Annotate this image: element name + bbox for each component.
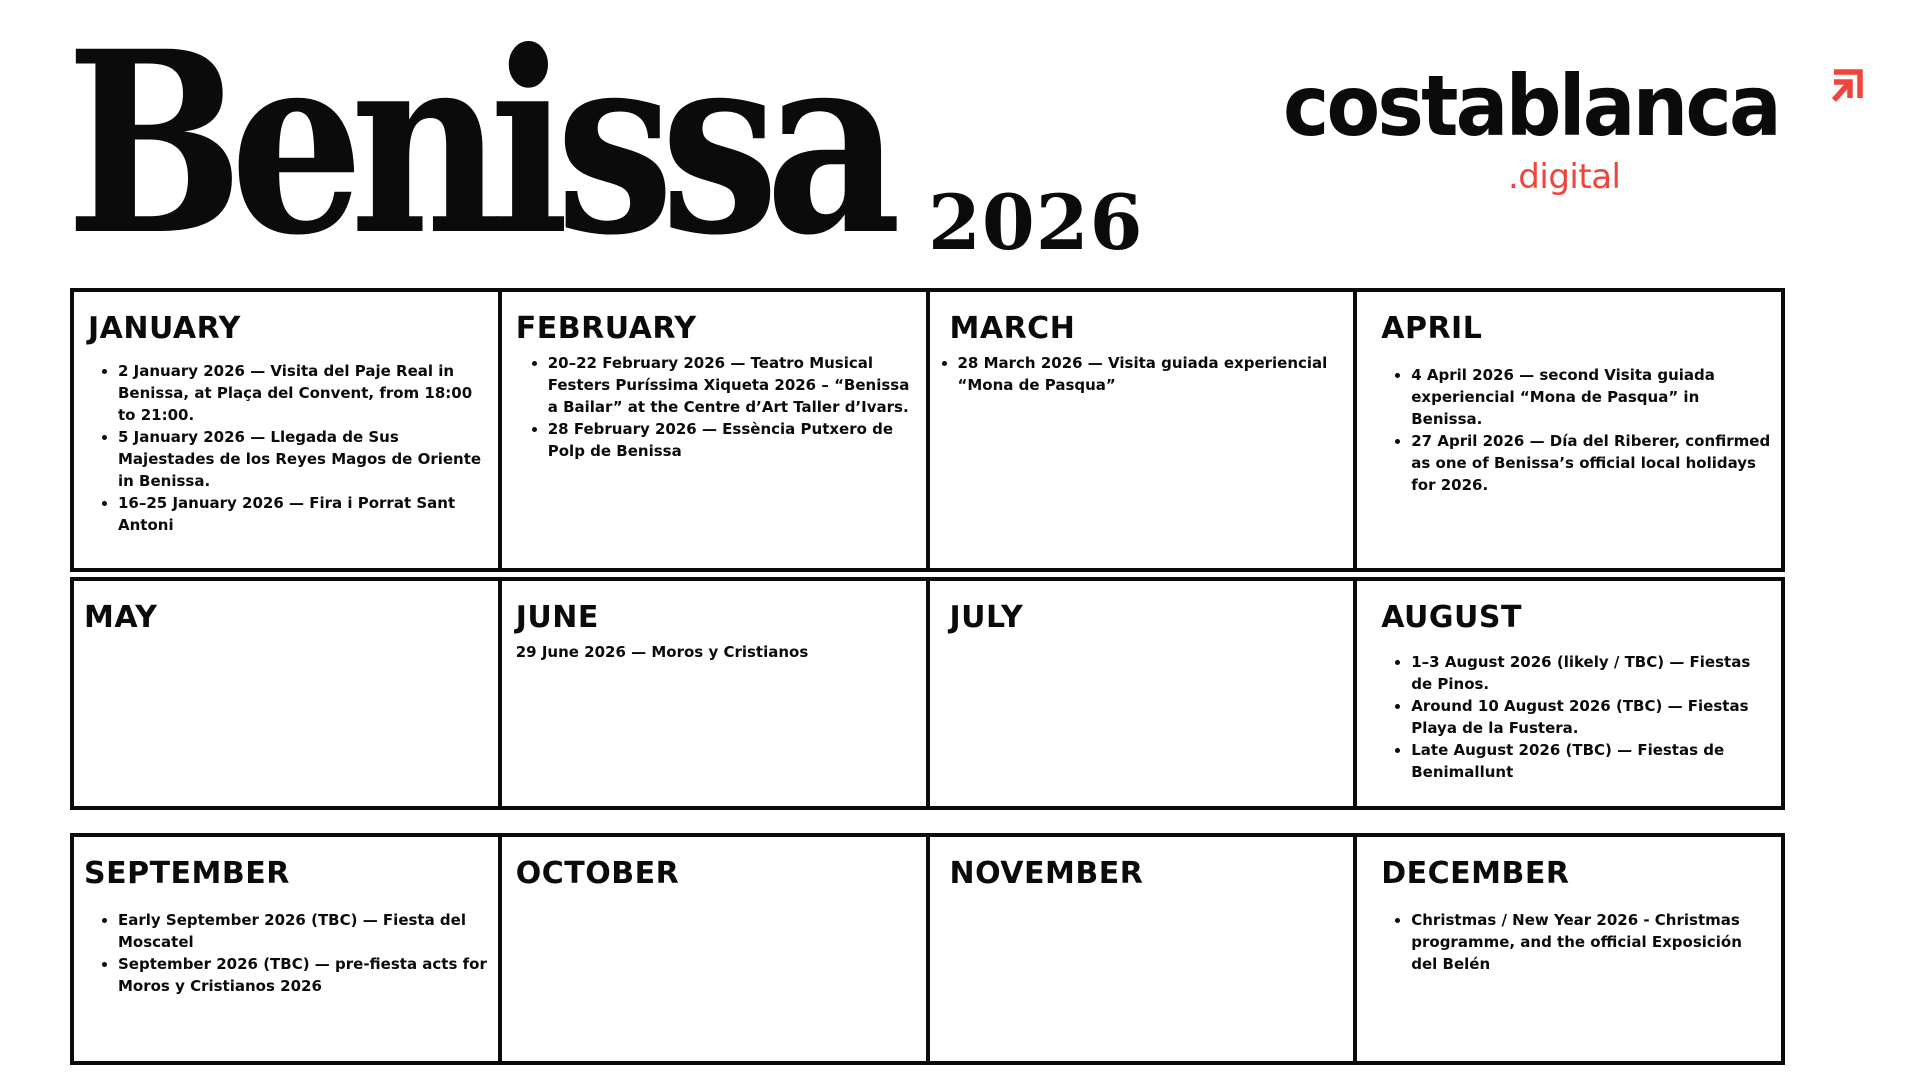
calendar-row-1 bbox=[70, 288, 1785, 572]
event-item: • 27 April 2026 — Día del Riberer, confirmed as one of Benissa’s official local holidays for 2026. bbox=[1411, 430, 1771, 496]
month-cell-may bbox=[74, 581, 498, 806]
event-item: • Late August 2026 (TBC) — Fiestas de Benimallunt bbox=[1411, 739, 1771, 783]
month-title: JANUARY bbox=[88, 311, 241, 346]
arrow-up-right-icon bbox=[1830, 68, 1864, 106]
month-title: JUNE bbox=[515, 600, 599, 635]
event-item: • Around 10 August 2026 (TBC) — Fiestas Playa de la Fustera. bbox=[1411, 695, 1771, 739]
event-list bbox=[932, 352, 1352, 396]
month-title: APRIL bbox=[1381, 311, 1483, 346]
event-item: • 16–25 January 2026 — Fira i Porrat Sant Antoni bbox=[118, 492, 488, 536]
month-cell-october bbox=[498, 837, 926, 1061]
month-cell-february bbox=[498, 292, 926, 568]
event-item: • 2 January 2026 — Visita del Paje Real in Benissa, at Plaça del Convent, from 18:00 to 21:00. bbox=[118, 360, 488, 426]
event-list bbox=[88, 909, 488, 997]
month-title: MARCH bbox=[949, 311, 1076, 346]
month-cell-december bbox=[1353, 837, 1781, 1061]
page-title: Benissa bbox=[66, 0, 889, 290]
event-list bbox=[1381, 909, 1771, 975]
event-list bbox=[516, 352, 916, 462]
event-item: • 1–3 August 2026 (likely / TBC) — Fiestas de Pinos. bbox=[1411, 651, 1771, 695]
month-cell-september bbox=[74, 837, 498, 1061]
event-list bbox=[1381, 364, 1771, 496]
event-item: • 28 February 2026 — Essència Putxero de Polp de Benissa bbox=[548, 418, 916, 462]
month-cell-march bbox=[926, 292, 1354, 568]
event-list bbox=[1381, 651, 1771, 783]
month-cell-july bbox=[926, 581, 1354, 806]
event-item: • 5 January 2026 — Llegada de Sus Majestades de los Reyes Magos de Oriente in Benissa. bbox=[118, 426, 488, 492]
calendar-row-3 bbox=[70, 833, 1785, 1065]
month-cell-june bbox=[498, 581, 926, 806]
event-item: • Christmas / New Year 2026 - Christmas programme, and the official Exposición del Belén bbox=[1411, 909, 1771, 975]
month-title: DECEMBER bbox=[1381, 856, 1570, 891]
logo-wordmark: costablanca bbox=[1283, 57, 1779, 155]
event-item: • Early September 2026 (TBC) — Fiesta del Moscatel bbox=[118, 909, 488, 953]
event-item: • 28 March 2026 — Visita guiada experiencial “Mona de Pasqua” bbox=[958, 352, 1352, 396]
calendar-row-2 bbox=[70, 577, 1785, 810]
event-item: • 20–22 February 2026 — Teatro Musical Festers Puríssima Xiqueta 2026 – “Benissa a Bailar” at the Centre d’Art Taller d’Ivars. bbox=[548, 352, 916, 418]
logo-subtext: .digital bbox=[1508, 157, 1621, 197]
brand-logo[interactable] bbox=[1283, 57, 1868, 214]
event-item: • September 2026 (TBC) — pre-fiesta acts for Moros y Cristianos 2026 bbox=[118, 953, 488, 997]
month-cell-april bbox=[1353, 292, 1781, 568]
month-title: SEPTEMBER bbox=[84, 856, 290, 891]
month-cell-august bbox=[1353, 581, 1781, 806]
month-title: MAY bbox=[84, 600, 158, 635]
month-title: JULY bbox=[949, 600, 1024, 635]
month-cell-november bbox=[926, 837, 1354, 1061]
event-text: 29 June 2026 — Moros y Cristianos bbox=[515, 643, 809, 661]
event-list bbox=[88, 360, 488, 536]
month-title: OCTOBER bbox=[515, 856, 680, 891]
month-title: AUGUST bbox=[1381, 600, 1522, 635]
event-item: • 4 April 2026 — second Visita guiada experiencial “Mona de Pasqua” in Benissa. bbox=[1411, 364, 1771, 430]
year-label: 2026 bbox=[928, 178, 1144, 267]
month-cell-january bbox=[74, 292, 498, 568]
month-title: FEBRUARY bbox=[515, 311, 697, 346]
month-title: NOVEMBER bbox=[949, 856, 1144, 891]
